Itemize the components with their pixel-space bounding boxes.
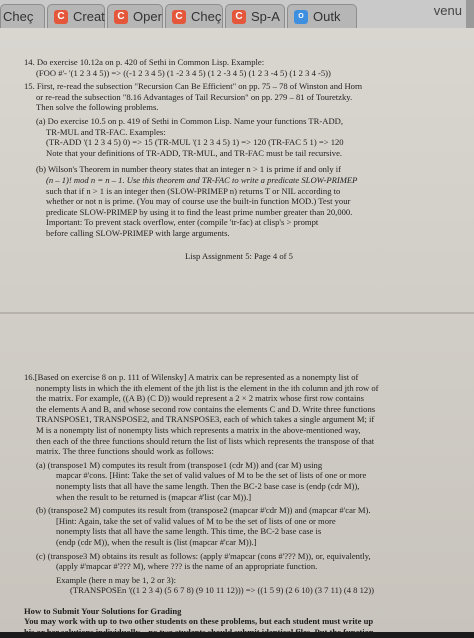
problem-16c-line-2: (apply #'mapcar #'??? M), where ??? is the name of an appropriate function.	[56, 561, 318, 572]
submission-heading: How to Submit Your Solutions for Grading	[24, 605, 182, 616]
problem-16b-line-2: [Hint: Again, take the set of valid values of M to be the set of lists of one or more	[56, 515, 336, 526]
tab-label: Creat	[73, 9, 105, 24]
outlook-favicon-icon: O	[294, 10, 308, 24]
browser-tab-strip	[0, 0, 474, 28]
problem-16-line-4: the elements A and B, and whose second row contains the elements C and D. Write three functions	[36, 403, 376, 414]
problem-15b-important: Important: To prevent stack overflow, enter (compile 'tr-fac) at clisp's > prompt	[46, 217, 319, 228]
tab-label: Cheç	[191, 9, 222, 24]
chegg-favicon-icon: C	[232, 10, 246, 24]
problem-15a-example: (TR-ADD '(1 2 3 4 5) 0) => 15 (TR-MUL '(1 2 3 4 5) 1) => 120 (TR-FAC 5 1) => 120	[46, 137, 344, 148]
page-footer: Lisp Assignment 5: Page 4 of 5	[185, 250, 293, 261]
problem-16b-line-1: (b) (transpose2 M) computes its result from (transpose2 (mapcar #'cdr M)) and (mapcar #'car M).	[36, 505, 371, 516]
problem-15b-line-5: predicate SLOW-PRIMEP by using it to find the least prime number greater than 20,000.	[46, 206, 353, 217]
browser-tab-4[interactable]	[165, 4, 223, 28]
problem-16a-line-4: when the result to be returned is (mapcar #'list (car M)).]	[56, 491, 252, 502]
problem-16-line-5: TRANSPOSE1, TRANSPOSE2, and TRANSPOSE3, each of which takes a single argument M; if	[36, 414, 375, 425]
example-heading: Example (here n may be 1, 2 or 3):	[56, 574, 177, 585]
problem-15b-line-2: (n – 1)! mod n = n – 1. Use this theorem and TR-FAC to write a predicate SLOW-PRIMEP	[46, 174, 358, 185]
problem-16c-line-1: (c) (transpose3 M) obtains its result as follows: (apply #'mapcar (cons #'??? M)), or, equivalently,	[36, 550, 371, 561]
tab-label: Cheç	[3, 9, 34, 24]
browser-tab-2[interactable]	[47, 4, 105, 28]
problem-15b-line-3: such that if n > 1 is an integer then (SLOW-PRIMEP n) returns T or NIL according to	[46, 185, 341, 196]
browser-tab-6[interactable]	[287, 4, 357, 28]
problem-15b-line-1: (b) Wilson's Theorem in number theory states that an integer n > 1 is prime if and only if	[36, 164, 342, 175]
tab-label: Sp-A	[251, 9, 280, 24]
problem-16b-line-3: nonempty lists that all have the same length. This time, the BC-2 base case is	[56, 526, 322, 537]
problem-15-line-2: or re-read the subsection "8.16 Advantages of Tail Recursion" on pp. 279 – 81 of Touretzky.	[36, 91, 353, 102]
problem-15b-line-4: whether or not n is prime. (You may of course use the built-in function MOD.) Test your	[46, 196, 351, 207]
problem-15b-line-7: before calling SLOW-PRIMEP with large arguments.	[46, 227, 230, 238]
submission-line-1: You may work with up to two other students on these problems, but each student must write up	[24, 616, 374, 627]
problem-15a-note: Note that your definitions of TR-ADD, TR-MUL, and TR-FAC must be tail recursive.	[46, 147, 343, 158]
problem-16-line-2: nonempty lists in which the ith element of the jth list is the element in the ith column and jth row of	[36, 382, 379, 393]
problem-15-line-3: Then solve the following problems.	[36, 102, 159, 113]
browser-tab-5[interactable]	[225, 4, 285, 28]
chegg-favicon-icon: C	[172, 10, 186, 24]
problem-15a-line-1: (a) Do exercise 10.5 on p. 419 of Sethi in Common Lisp. Name your functions TR-ADD,	[36, 115, 344, 126]
problem-16-line-3: the matrix. For example, ((A B) (C D)) would represent a 2 × 2 matrix whose first row contains	[36, 393, 364, 404]
problem-14-line-1: 14. Do exercise 10.12a on p. 420 of Sethi in Common Lisp. Example:	[24, 57, 265, 67]
chegg-favicon-icon: C	[114, 10, 128, 24]
window-corner	[466, 0, 474, 28]
problem-16-line-8: matrix. The three functions should work as follows:	[36, 446, 214, 457]
submission-line-2: his or her solutions individually—no two students should submit identical files. Put the function	[24, 627, 374, 638]
assignment-page-4	[24, 57, 454, 261]
problem-16a-line-2: mapcar #'cons. [Hint: Take the set of valid values of M to be the set of lists of one or more	[56, 470, 367, 481]
problem-16-line-7: then each of the three functions should return the list of lists which represents the transpose of that	[36, 435, 375, 446]
chegg-favicon-icon: C	[54, 10, 68, 24]
page-divider	[0, 312, 474, 314]
example-transpose: (TRANSPOSEn '((1 2 3 4) (5 6 7 8) (9 10 11 12))) => ((1 5 9) (2 6 10) (3 7 11) (4 8 12))	[70, 585, 374, 596]
tab-label: Outk	[313, 9, 341, 24]
problem-16a-line-1: (a) (transpose1 M) computes its result from (transpose1 (cdr M)) and (car M) using	[36, 459, 323, 470]
browser-tab-3[interactable]	[107, 4, 163, 28]
browser-tab-1[interactable]	[0, 4, 45, 28]
problem-15a-line-2: TR-MUL and TR-FAC. Examples:	[46, 126, 166, 137]
assignment-page-5	[24, 372, 454, 638]
tab-label: Oper	[133, 9, 162, 24]
profile-name[interactable]: venu	[433, 3, 462, 18]
problem-16-line-6: M is a nonempty list of nonempty lists which represents a matrix in the above-mentioned way,	[36, 424, 361, 435]
problem-16a-line-3: nonempty lists that all have the same length. Then the BC-2 base case is (endp (cdr M)),	[56, 480, 360, 491]
problem-16b-line-4: (endp (cdr M)), when the result is (list (mapcar #'car M)).]	[56, 536, 257, 547]
problem-16-line-1: 16.[Based on exercise 8 on p. 111 of Wilensky] A matrix can be represented as a nonempty list of	[24, 372, 359, 382]
problem-15-line-1: 15. First, re-read the subsection "Recursion Can Be Efficient" on pp. 75 – 78 of Winston and Horn	[24, 81, 363, 92]
problem-14-line-2: (FOO #'- '(1 2 3 4 5)) => ((-1 2 3 4 5) (1 -2 3 4 5) (1 2 -3 4 5) (1 2 3 -4 5) (1 2 3 4 -5))	[36, 67, 331, 78]
